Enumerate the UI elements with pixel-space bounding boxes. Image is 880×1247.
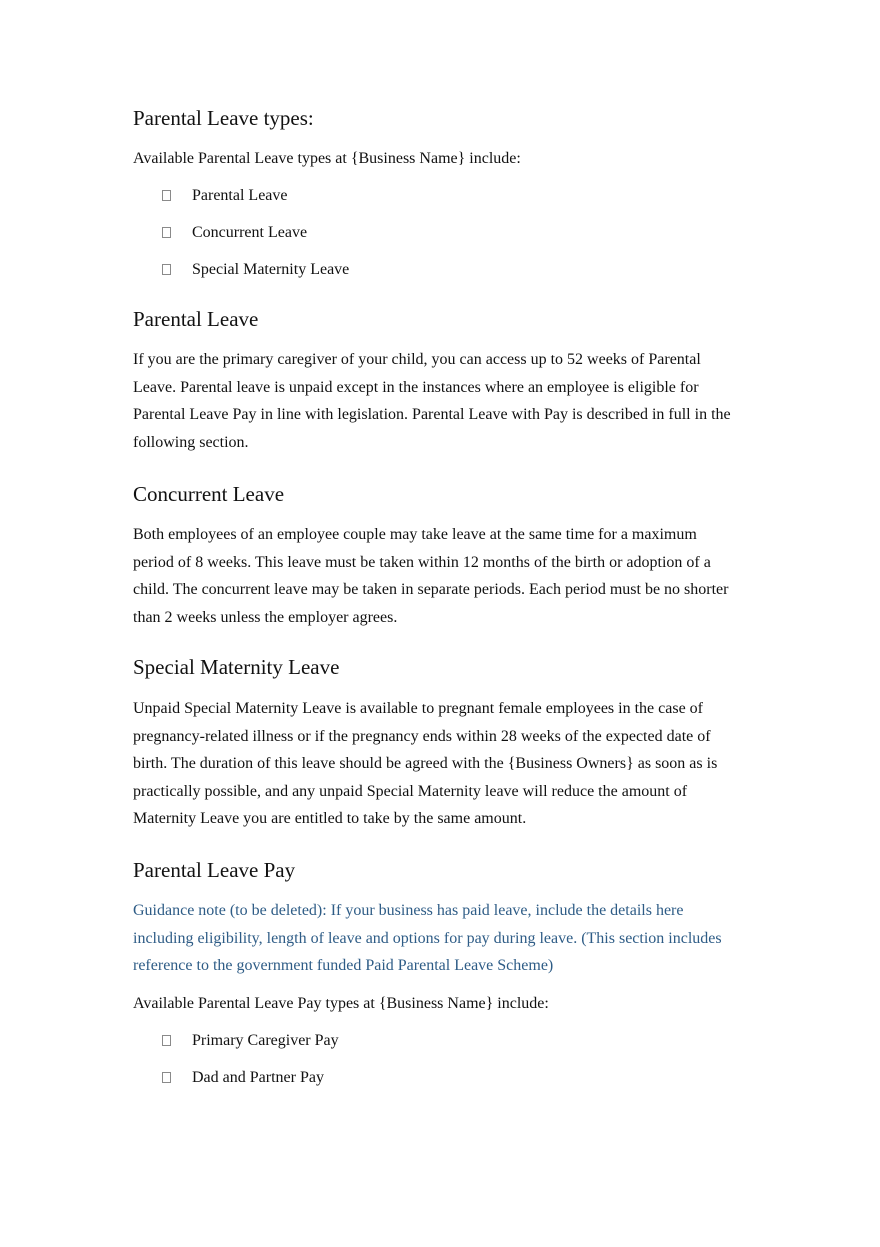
special-maternity-leave-body: Unpaid Special Maternity Leave is available to pregnant female employees in the case of pregnancy-related illness or if the pregnancy ends within 28 weeks of the expected date of birth. The duration of this leave should be agreed with the {Business Owners} as soon as is practically possible, and any unpaid Special Maternity leave will reduce the amount of Maternity Leave you are entitled to take by the same amount. (133, 700, 718, 828)
pay-types-list (133, 1031, 533, 1105)
list-item: Parental Leave (133, 186, 533, 223)
parental-leave-body: If you are the primary caregiver of your child, you can access up to 52 weeks of Parental Leave. Parental leave is unpaid except in the instances where an employee is eligible for Parental Leave Pay in line with legislation. Parental Leave with Pay is described in full in the following section. (133, 351, 731, 451)
heading-parental-leave-types: Parental Leave types: (133, 106, 314, 130)
leave-types-list (133, 186, 533, 297)
checkbox-bullet-icon (162, 1035, 171, 1046)
pay-types-intro: Available Parental Leave Pay types at {Business Name} include: (133, 995, 549, 1012)
checkbox-bullet-icon (162, 227, 171, 238)
heading-parental-leave-pay: Parental Leave Pay (133, 858, 296, 882)
checkbox-bullet-icon (162, 190, 171, 201)
types-intro: Available Parental Leave types at {Business Name} include: (133, 150, 521, 167)
concurrent-leave-body: Both employees of an employee couple may take leave at the same time for a maximum period of 8 weeks. This leave must be taken within 12 months of the birth or adoption of a child. The concurrent leave may be taken in separate periods. Each period must be no shorter than 2 weeks unless the employer agrees. (133, 526, 729, 626)
checkbox-bullet-icon (162, 264, 171, 275)
heading-parental-leave: Parental Leave (133, 307, 259, 331)
heading-concurrent-leave: Concurrent Leave (133, 482, 285, 506)
list-item: Special Maternity Leave (133, 260, 533, 297)
guidance-note: Guidance note (to be deleted): If your business has paid leave, include the details here including eligibility, length of leave and options for pay during leave. (This section includes reference to the government funded Paid Parental Leave Scheme) (133, 902, 722, 975)
heading-special-maternity-leave: Special Maternity Leave (133, 655, 340, 679)
list-item: Primary Caregiver Pay (133, 1031, 533, 1068)
checkbox-bullet-icon (162, 1072, 171, 1083)
list-item: Dad and Partner Pay (133, 1068, 533, 1105)
list-item: Concurrent Leave (133, 223, 533, 260)
